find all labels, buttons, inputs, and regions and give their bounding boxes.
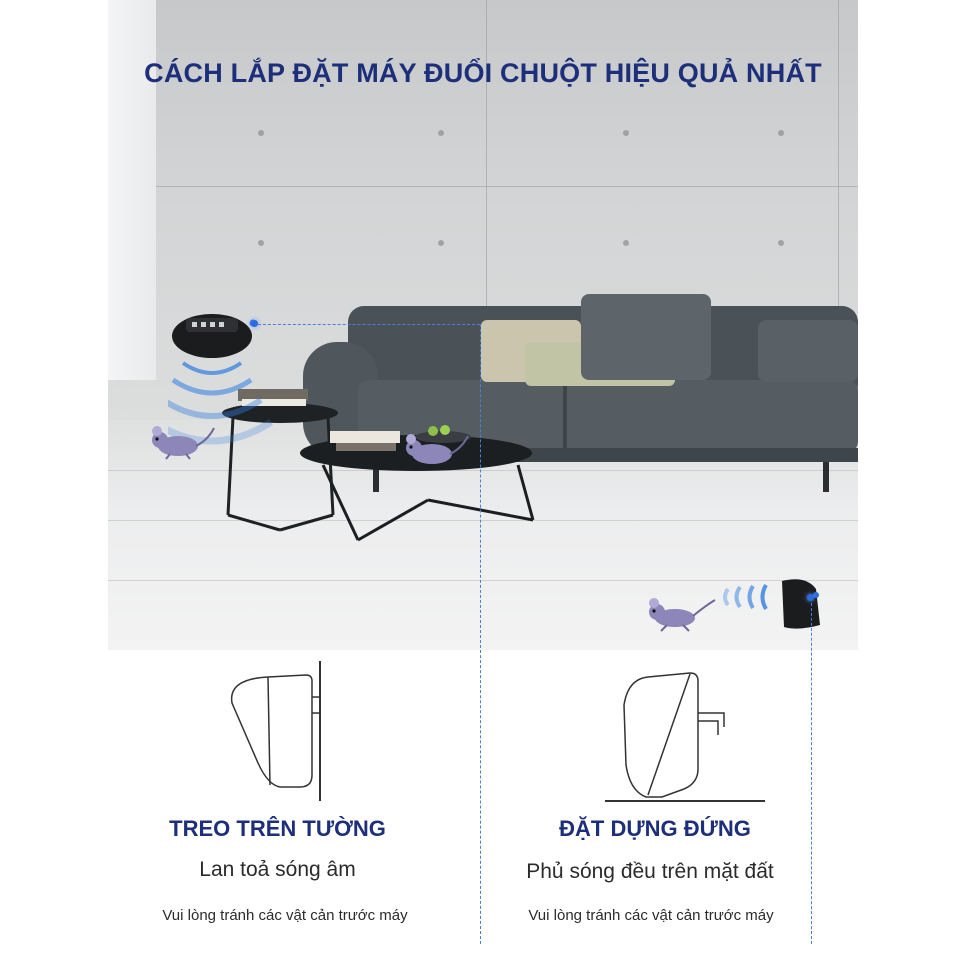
window	[108, 0, 156, 380]
wall-hole	[778, 240, 784, 246]
wall-seam	[838, 0, 839, 310]
wall-hole	[623, 240, 629, 246]
guide-line	[258, 324, 480, 325]
wall-mount-subtitle: Lan toả sóng âm	[199, 858, 356, 881]
wall-seam	[156, 186, 858, 187]
rat-icon	[400, 428, 470, 468]
wall-hole	[438, 130, 444, 136]
room-scene	[108, 0, 858, 650]
guide-line	[811, 598, 812, 944]
device-indicator	[251, 320, 258, 327]
rat-icon	[643, 594, 718, 634]
wall-hole	[258, 130, 264, 136]
device-indicator	[807, 594, 814, 601]
wall-hole	[778, 130, 784, 136]
standing-subtitle: Phủ sóng đều trên mặt đất	[526, 860, 774, 883]
wall-hole	[258, 240, 264, 246]
wall-seam	[486, 0, 487, 310]
wall-mount-note: Vui lòng tránh các vật cản trước máy	[162, 907, 408, 924]
rat-icon	[146, 420, 216, 460]
wall-mount-label: TREO TRÊN TƯỜNG	[169, 816, 386, 841]
standing-label: ĐẶT DỰNG ĐỨNG	[559, 816, 751, 841]
wall-hole	[438, 240, 444, 246]
standing-diagram-icon	[600, 665, 770, 805]
repeller-device-icon	[708, 575, 828, 635]
wall-mount-diagram-icon	[218, 655, 338, 805]
guide-line	[480, 324, 481, 944]
wall-hole	[623, 130, 629, 136]
standing-note: Vui lòng tránh các vật cản trước máy	[528, 907, 774, 924]
page-title: CÁCH LẮP ĐẶT MÁY ĐUỔI CHUỘT HIỆU QUẢ NHẤT	[144, 58, 822, 88]
